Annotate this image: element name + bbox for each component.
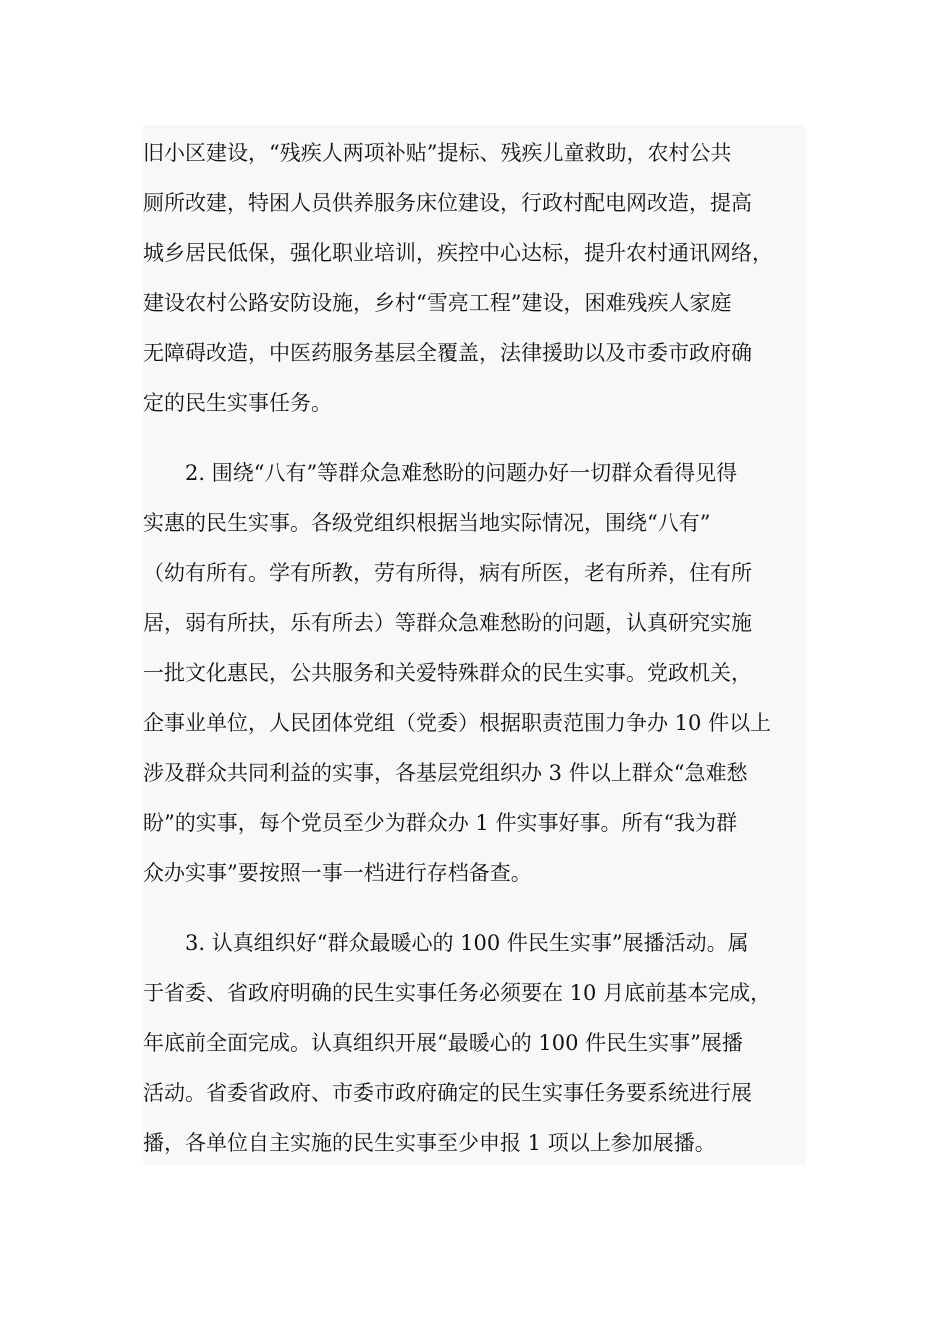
- paragraph-line: 实惠的民生实事。各级党组织根据当地实际情况，围绕“八有”: [143, 511, 711, 535]
- paragraph-line: 活动。省委省政府、市委市政府确定的民生实事任务要系统进行展: [143, 1081, 752, 1105]
- paragraph-line: 涉及群众共同利益的实事，各基层党组织办 3 件以上群众“急难愁: [143, 761, 748, 785]
- paragraph-line: 厕所改建，特困人员供养服务床位建设，行政村配电网改造，提高: [143, 191, 752, 215]
- paragraph-2: [143, 448, 771, 898]
- paragraph-3: [143, 918, 771, 1168]
- paragraph-1: [143, 128, 773, 428]
- paragraph-line: 建设农村公路安防设施，乡村“雪亮工程”建设，困难残疾人家庭: [143, 291, 732, 315]
- paragraph-line: 无障碍改造，中医药服务基层全覆盖，法律援助以及市委市政府确: [143, 341, 752, 365]
- paragraph-line: 一批文化惠民，公共服务和关爱特殊群众的民生实事。党政机关，: [143, 661, 752, 685]
- paragraph-line: 2. 围绕“八有”等群众急难愁盼的问题办好一切群众看得见得: [143, 461, 738, 485]
- paragraph-line: 城乡居民低保，强化职业培训，疾控中心达标，提升农村通讯网络，: [143, 241, 773, 265]
- paragraph-line: 旧小区建设，“残疾人两项补贴”提标、残疾儿童救助，农村公共: [143, 141, 732, 165]
- paragraph-line: 于省委、省政府明确的民生实事任务必须要在 10 月底前基本完成，: [143, 981, 772, 1005]
- paragraph-line: 盼”的实事，每个党员至少为群众办 1 件实事好事。所有“我为群: [143, 811, 738, 835]
- paragraph-line: 定的民生实事任务。: [143, 391, 332, 415]
- paragraph-line: 居，弱有所扶，乐有所去）等群众急难愁盼的问题，认真研究实施: [143, 611, 752, 635]
- document-body: [143, 125, 806, 1165]
- paragraph-line: 3. 认真组织好“群众最暖心的 100 件民生实事”展播活动。属: [143, 931, 749, 955]
- paragraph-line: 播，各单位自主实施的民生实事至少申报 1 项以上参加展播。: [143, 1131, 716, 1155]
- paragraph-line: 众办实事”要按照一事一档进行存档备查。: [143, 861, 532, 885]
- paragraph-line: 企事业单位，人民团体党组（党委）根据职责范围力争办 10 件以上: [143, 711, 772, 735]
- paragraph-line: （幼有所有。学有所教，劳有所得，病有所医，老有所养，住有所: [143, 561, 752, 585]
- paragraph-line: 年底前全面完成。认真组织开展“最暖心的 100 件民生实事”展播: [143, 1031, 743, 1055]
